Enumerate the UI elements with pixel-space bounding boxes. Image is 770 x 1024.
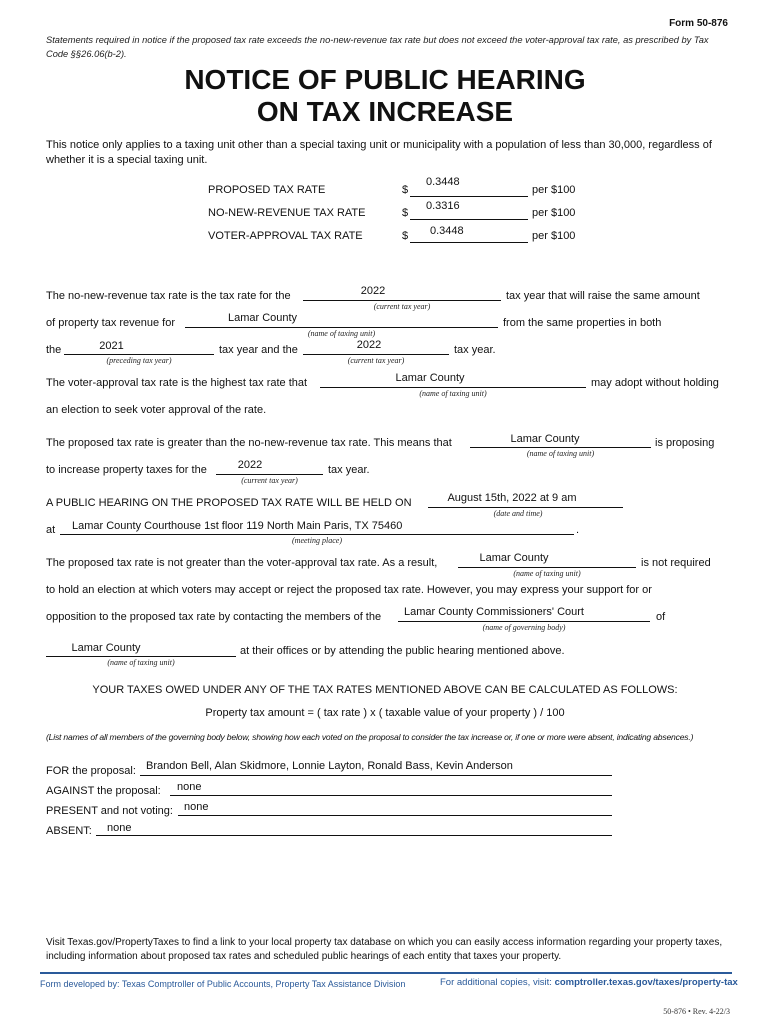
form-number: Form 50-876	[669, 18, 728, 29]
p3-unit-caption: (name of taxing unit)	[526, 449, 595, 458]
p5-unit2-field[interactable]: Lamar County	[71, 642, 141, 654]
voter-approval-rate-dollar: $	[402, 230, 409, 242]
p1-text-g: tax year.	[454, 344, 496, 356]
p1-text-c: of property tax revenue for	[46, 317, 176, 329]
vote-present-line	[178, 815, 612, 816]
p5-unit-field[interactable]: Lamar County	[479, 552, 549, 564]
p5-unit2-caption: (name of taxing unit)	[107, 658, 175, 667]
proposed-rate-line	[410, 196, 528, 197]
no-new-revenue-rate-dollar: $	[402, 207, 409, 219]
statutory-statement: Statements required in notice if the proposed tax rate exceeds the no-new-revenue tax rate but does not exceed the voter-approval tax rate, as prescribed by Tax Code §§26.06(b-2).	[46, 35, 709, 59]
p4-text-a: A PUBLIC HEARING ON THE PROPOSED TAX RATE WILL BE HELD ON	[46, 497, 412, 509]
p2-text-c: an election to seek voter approval of the rate.	[46, 404, 267, 416]
p3-year-caption: (current tax year)	[241, 476, 298, 485]
proposed-rate-per: per $100	[532, 184, 576, 196]
p3-text-c: to increase property taxes for the	[46, 464, 207, 476]
no-new-revenue-rate-label: NO-NEW-REVENUE TAX RATE	[208, 207, 366, 219]
p3-text-b: is proposing	[655, 437, 715, 449]
no-new-revenue-rate-per: per $100	[532, 207, 576, 219]
p5-text-e: of	[656, 611, 666, 623]
p5-text-c: to hold an election at which voters may accept or reject the proposed tax rate. However, you may express your support for or	[46, 584, 652, 596]
proposed-rate-value[interactable]: 0.3448	[426, 176, 460, 188]
p1-cur-year-caption: (current tax year)	[347, 356, 405, 365]
p5-text-f: at their offices or by attending the public hearing mentioned above.	[240, 645, 565, 657]
p2-unit-caption: (name of taxing unit)	[419, 389, 487, 398]
voter-approval-rate-label: VOTER-APPROVAL TAX RATE	[208, 230, 363, 242]
p5-body-line	[398, 621, 650, 622]
p1-prev-year-line	[64, 354, 214, 355]
vote-against-field[interactable]: none	[177, 781, 202, 793]
p4-place-field[interactable]: Lamar County Courthouse 1st floor 119 North Main Paris, TX 75460	[72, 520, 403, 532]
p1-text-e: the	[46, 344, 62, 356]
p5-text-d: opposition to the proposed tax rate by contacting the members of the	[46, 611, 382, 623]
p1-text-d: from the same properties in both	[503, 317, 662, 329]
p3-unit-line	[470, 447, 651, 448]
form-revision: 50-876 • Rev. 4-22/3	[663, 1007, 730, 1016]
p1-prev-year-field[interactable]: 2021	[99, 340, 124, 352]
p1-unit-field[interactable]: Lamar County	[227, 312, 298, 324]
p5-text-a: The proposed tax rate is not greater than the voter-approval tax rate. As a result,	[46, 557, 438, 569]
p1-year-field[interactable]: 2022	[360, 285, 386, 297]
footer-copies	[440, 977, 738, 988]
proposed-rate-label: PROPOSED TAX RATE	[208, 184, 326, 196]
footer-copies-prefix: For additional copies, visit:	[440, 977, 552, 988]
p5-text-b: is not required	[641, 557, 711, 569]
vote-against-line	[170, 795, 612, 796]
vote-absent-field[interactable]: none	[107, 822, 132, 834]
page-title-line-1: NOTICE OF PUBLIC HEARING	[184, 64, 586, 95]
p1-text-b: tax year that will raise the same amount	[506, 290, 700, 302]
intro-paragraph: This notice only applies to a taxing unit other than a special taxing unit or municipality with a population of less than 30,000, regardless of whether it is a special taxing unit.	[46, 139, 712, 166]
p3-unit-field[interactable]: Lamar County	[510, 433, 580, 445]
p5-unit-line	[458, 567, 636, 568]
p1-year-caption: (current tax year)	[373, 302, 431, 311]
p1-unit-caption: (name of taxing unit)	[307, 329, 376, 338]
voter-approval-rate-line	[410, 242, 528, 243]
p3-year-line	[216, 474, 323, 475]
footer-rule	[40, 972, 732, 974]
p2-unit-line	[320, 387, 586, 388]
vote-present-label: PRESENT and not voting:	[46, 805, 173, 817]
p4-place-caption: (meeting place)	[292, 536, 342, 545]
p5-unit2-line	[46, 656, 236, 657]
p3-text-d: tax year.	[328, 464, 370, 476]
vote-for-field[interactable]: Brandon Bell, Alan Skidmore, Lonnie Layton, Ronald Bass, Kevin Anderson	[146, 760, 513, 772]
p4-date-field[interactable]: August 15th, 2022 at 9 am	[447, 492, 577, 504]
p5-body-field[interactable]: Lamar County Commissioners' Court	[404, 606, 584, 618]
vote-for-line	[140, 775, 612, 776]
no-new-revenue-rate-line	[410, 219, 528, 220]
voter-approval-rate-value[interactable]: 0.3448	[430, 225, 464, 237]
calculation-formula: Property tax amount = ( tax rate ) x ( taxable value of your property ) / 100	[205, 707, 565, 719]
p2-text-b: may adopt without holding	[591, 377, 719, 389]
p4-date-line	[428, 507, 623, 508]
p2-text-a: The voter-approval tax rate is the highest tax rate that	[46, 377, 308, 389]
p1-cur-year-field[interactable]: 2022	[356, 339, 382, 351]
members-list-note: (List names of all members of the governing body below, showing how each voted on the proposal to consider the tax increase or, if one or more were absent, indicating absences.)	[46, 732, 694, 742]
p1-cur-year-line	[303, 354, 449, 355]
vote-for-label: FOR the proposal:	[46, 765, 136, 777]
vote-against-label: AGAINST the proposal:	[46, 785, 161, 797]
p1-text-a: The no-new-revenue tax rate is the tax rate for the	[46, 290, 291, 302]
no-new-revenue-rate-value[interactable]: 0.3316	[426, 200, 460, 212]
page-title-line-2: ON TAX INCREASE	[256, 96, 514, 127]
vote-present-field[interactable]: none	[184, 801, 209, 813]
p1-prev-year-caption: (preceding tax year)	[106, 356, 172, 365]
p1-unit-line	[185, 327, 498, 328]
p4-date-caption: (date and time)	[493, 509, 543, 518]
p2-unit-field[interactable]: Lamar County	[395, 372, 465, 384]
vote-absent-line	[96, 835, 612, 836]
p4-period: .	[576, 524, 580, 536]
p3-year-field[interactable]: 2022	[237, 459, 263, 471]
p4-text-b: at	[46, 524, 56, 536]
p3-text-a: The proposed tax rate is greater than the no-new-revenue tax rate. This means that	[46, 437, 452, 449]
p5-unit-caption: (name of taxing unit)	[513, 569, 581, 578]
p5-body-caption: (name of governing body)	[482, 623, 566, 632]
footer-developed-by: Form developed by: Texas Comptroller of Public Accounts, Property Tax Assistance Division	[40, 979, 406, 989]
calculation-heading: YOUR TAXES OWED UNDER ANY OF THE TAX RATES MENTIONED ABOVE CAN BE CALCULATED AS FOLLOWS:	[92, 684, 678, 696]
visit-paragraph: Visit Texas.gov/PropertyTaxes to find a link to your local property tax database on which you can easily access information regarding your property taxes, including information about proposed tax rates and scheduled public hearings of each entity that taxes your property.	[46, 937, 723, 962]
p1-year-line	[303, 300, 501, 301]
proposed-rate-dollar: $	[402, 184, 409, 196]
voter-approval-rate-per: per $100	[532, 230, 576, 242]
vote-absent-label: ABSENT:	[46, 825, 92, 837]
p4-place-line	[60, 534, 574, 535]
footer-copies-link[interactable]: comptroller.texas.gov/taxes/property-tax	[554, 977, 738, 988]
p1-text-f: tax year and the	[219, 344, 298, 356]
